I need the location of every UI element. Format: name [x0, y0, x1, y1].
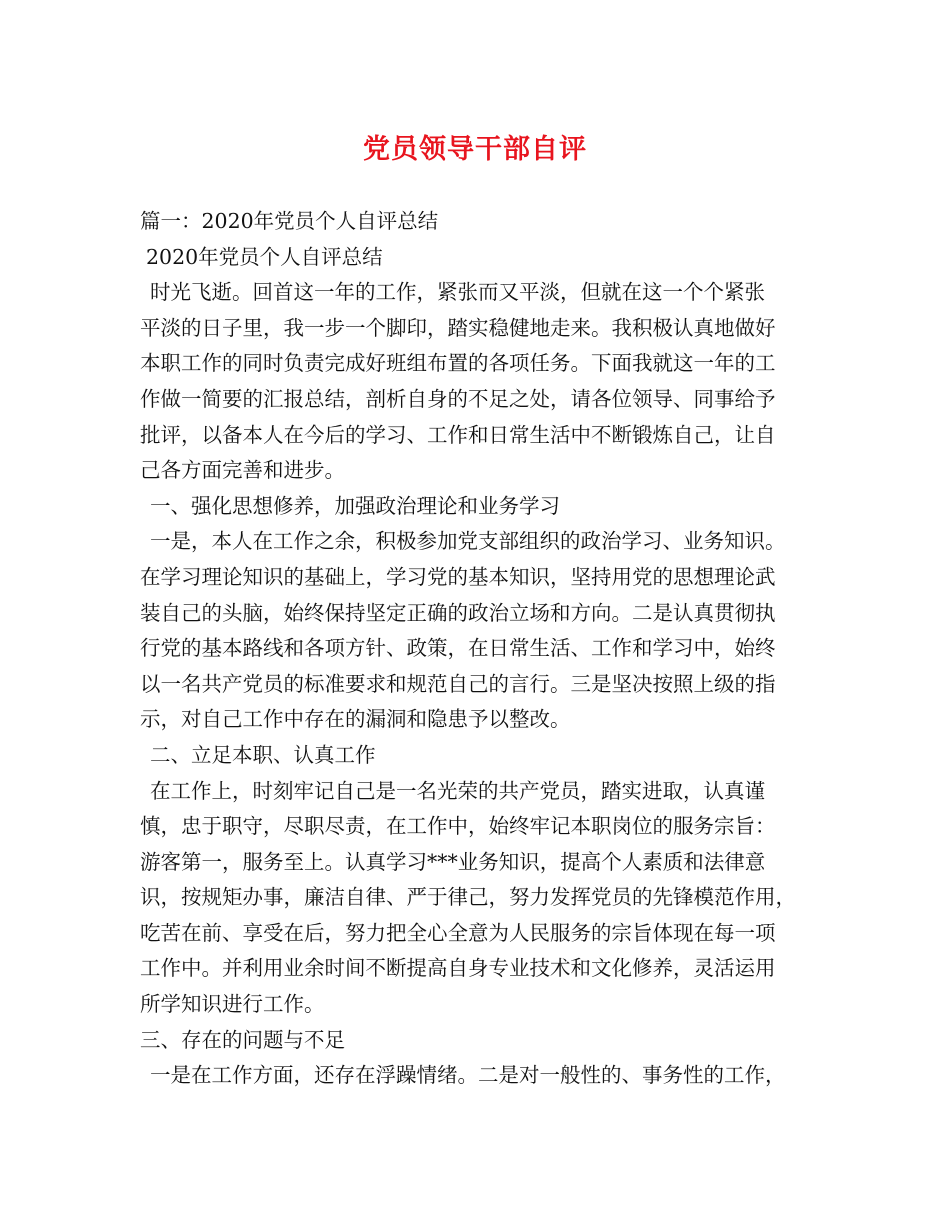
paragraph-line: 以一名共产党员的标准要求和规范自己的言行。三是坚决按照上级的指: [140, 671, 776, 696]
paragraph-line: 本职工作的同时负责完成好班组布置的各项任务。下面我就这一年的工: [140, 351, 776, 376]
paragraph-line: 识，按规矩办事，廉洁自律、严于律己，努力发挥党员的先锋模范作用，: [140, 885, 796, 910]
paragraph-line: 作做一简要的汇报总结，剖析自身的不足之处，请各位领导、同事给予: [140, 386, 776, 411]
paragraph-line: 吃苦在前、享受在后，努力把全心全意为人民服务的宗旨体现在每一项: [140, 920, 776, 945]
paragraph-line: 时光飞逝。回首这一年的工作，紧张而又平淡，但就在这一个个紧张: [150, 280, 765, 305]
section-heading: 二、立足本职、认真工作: [150, 742, 376, 767]
paragraph-line: 行党的基本路线和各项方针、政策，在日常生活、工作和学习中，始终: [140, 636, 776, 661]
paragraph-line: 一是在工作方面，还存在浮躁情绪。二是对一般性的、事务性的工作，: [150, 1063, 786, 1088]
paragraph-line: 平淡的日子里，我一步一个脚印，踏实稳健地走来。我积极认真地做好: [140, 315, 776, 340]
paragraph-line: 己各方面完善和进步。: [140, 458, 345, 483]
paragraph-line: 装自己的头脑，始终保持坚定正确的政治立场和方向。二是认真贯彻执: [140, 600, 776, 625]
paragraph-line: 所学知识进行工作。: [140, 992, 325, 1017]
paragraph-line: 工作中。并利用业余时间不断提高自身专业技术和文化修养，灵活运用: [140, 956, 776, 981]
section-heading: 一、强化思想修养，加强政治理论和业务学习: [150, 493, 560, 518]
paragraph-line: 慎，忠于职守，尽职尽责，在工作中，始终牢记本职岗位的服务宗旨：: [140, 814, 776, 839]
paragraph-line: 游客第一，服务至上。认真学习***业务知识，提高个人素质和法律意: [140, 849, 766, 874]
section-heading: 三、存在的问题与不足: [140, 1027, 345, 1052]
document-body: [140, 204, 830, 1094]
paragraph-line: 示，对自己工作中存在的漏洞和隐患予以整改。: [140, 707, 571, 732]
section-heading: 篇一：2020年党员个人自评总结: [140, 209, 439, 233]
paragraph-line: 在学习理论知识的基础上，学习党的基本知识，坚持用党的思想理论武: [140, 564, 776, 589]
subtitle-line: 2020年党员个人自评总结: [146, 244, 383, 269]
paragraph-line: 一是，本人在工作之余，积极参加党支部组织的政治学习、业务知识。: [150, 529, 786, 554]
paragraph-line: 在工作上，时刻牢记自己是一名光荣的共产党员，踏实进取，认真谨: [150, 778, 765, 803]
paragraph-line: 批评，以备本人在今后的学习、工作和日常生活中不断锻炼自己，让自: [140, 422, 776, 447]
document-title: 党员领导干部自评: [363, 134, 587, 165]
